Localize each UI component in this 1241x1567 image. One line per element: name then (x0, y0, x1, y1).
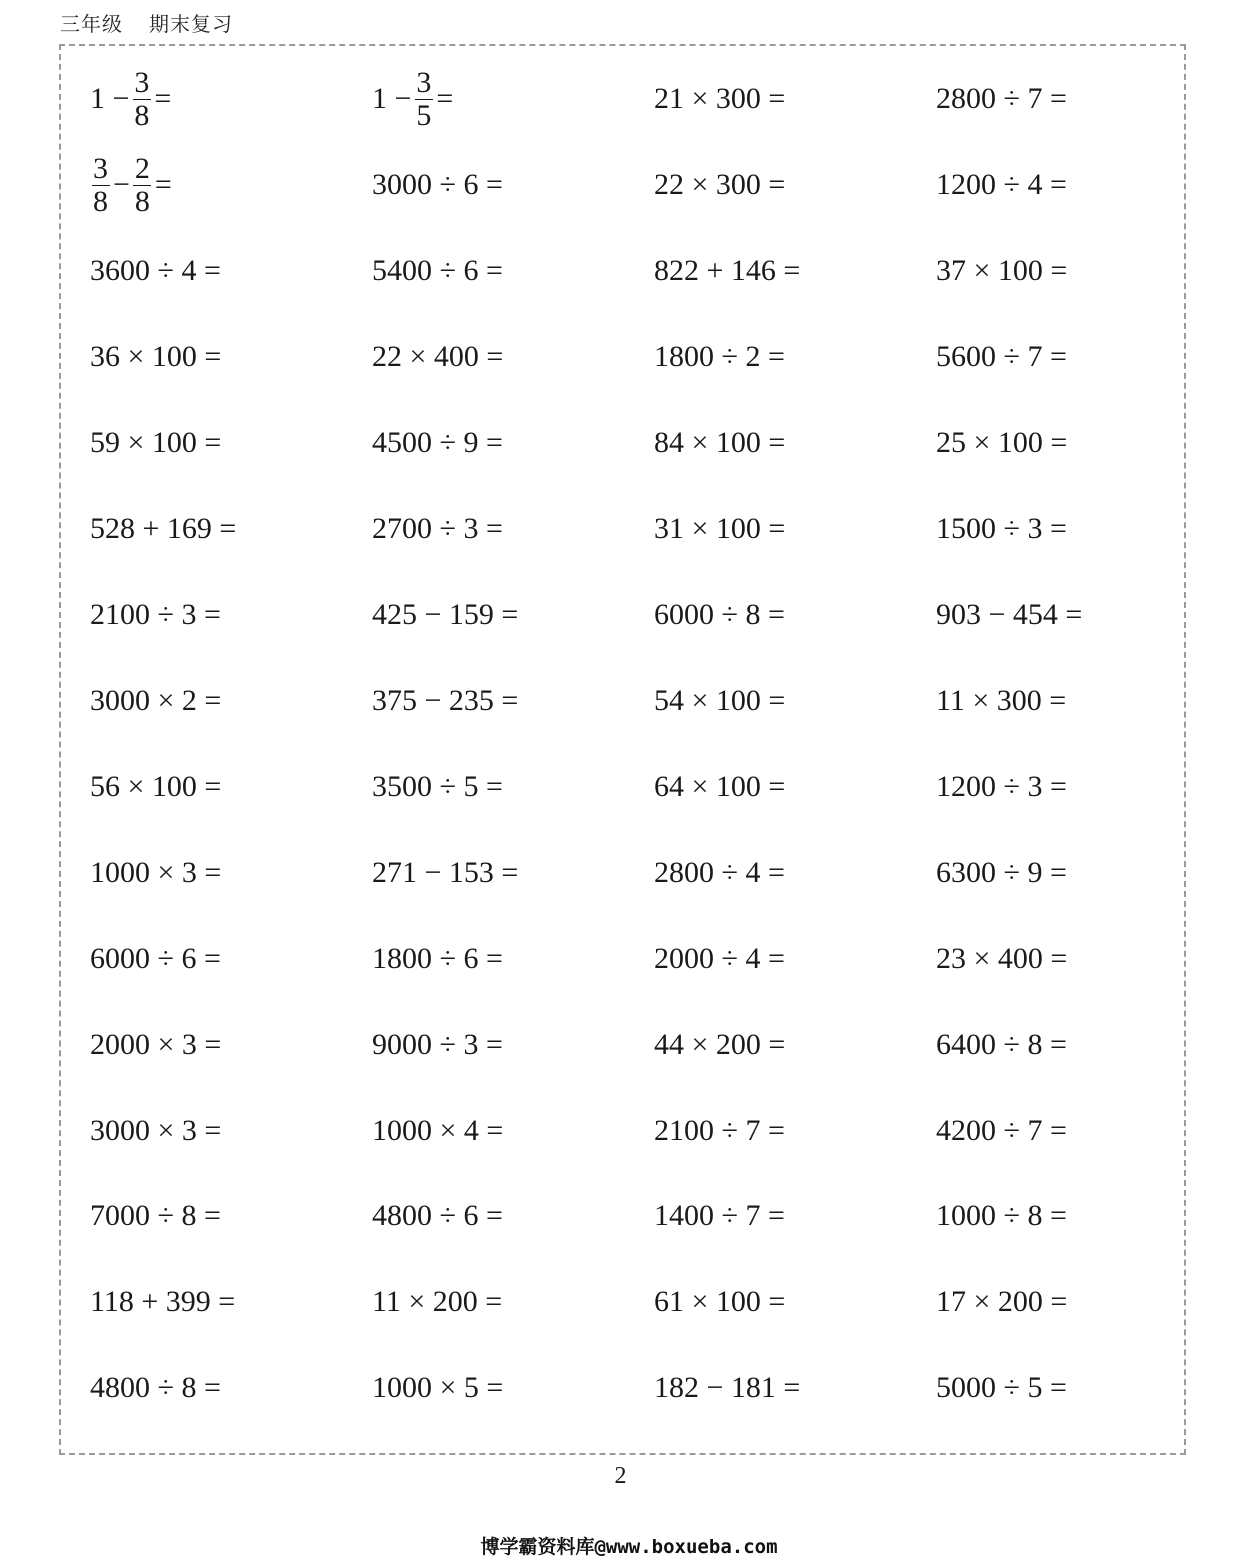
problem-text: 1800 ÷ 6 = (372, 942, 503, 975)
problem (372, 600, 518, 630)
problem: 3000 ÷ 6 = (372, 168, 503, 201)
header-title: 期末复习 (149, 12, 233, 36)
problem-text: 2800 ÷ 4 = (654, 856, 785, 889)
problem-text: 64 × 100 = (654, 770, 786, 803)
problem-text: 6300 ÷ 9 = (936, 856, 1067, 889)
problem (90, 1287, 235, 1317)
problem-text: 59 × 100 = (90, 426, 222, 459)
problem (90, 1116, 221, 1146)
problem (372, 514, 503, 544)
problem-text: 11 × 300 = (936, 684, 1067, 717)
problem-text: 61 × 100 = (654, 1285, 786, 1318)
problem-text: 6000 ÷ 8 = (654, 598, 785, 631)
problem-text: 2100 ÷ 3 = (90, 598, 221, 631)
problem-text: 5400 ÷ 6 = (372, 254, 503, 287)
problem (654, 858, 785, 888)
problem-text: 3000 × 3 = (90, 1114, 222, 1147)
fraction: $\frac{2}{8}$ (134, 151, 150, 218)
fraction: $\frac{3}{5}$ (416, 65, 432, 132)
problem-text: 1400 ÷ 7 = (654, 1199, 785, 1232)
problem (90, 342, 221, 372)
problem-text: 2700 ÷ 3 = (372, 512, 503, 545)
problem (372, 1201, 503, 1231)
problem-text: 425 − 159 = (372, 598, 519, 631)
problem (654, 1030, 785, 1060)
problem (372, 858, 518, 888)
problem (90, 858, 221, 888)
problem (90, 1373, 221, 1403)
problem (90, 686, 221, 716)
problem: 21 × 300 = (654, 82, 786, 115)
problem (372, 1373, 503, 1403)
problem-text: 6400 ÷ 8 = (936, 1028, 1067, 1061)
problem-text: 1000 × 5 = (372, 1371, 504, 1404)
problem (654, 1116, 785, 1146)
problem (372, 1287, 502, 1317)
problem-text: 3000 × 2 = (90, 684, 222, 717)
problem (90, 256, 221, 286)
problem (654, 944, 785, 974)
problem (936, 944, 1067, 974)
problem-text: 3500 ÷ 5 = (372, 770, 503, 803)
problem (372, 428, 503, 458)
problem (654, 256, 800, 286)
problem-text: 22 × 400 = (372, 340, 504, 373)
problem-text: 118 + 399 = (90, 1285, 236, 1318)
problem: 1 − $\frac{3}{5}$ = (372, 65, 454, 132)
problem (654, 1287, 785, 1317)
problem (372, 772, 503, 802)
problem (372, 256, 503, 286)
fraction: $\frac{3}{8}$ (93, 151, 108, 218)
problem-text: 9000 ÷ 3 = (372, 1028, 503, 1061)
problem-text: 4800 ÷ 8 = (90, 1371, 221, 1404)
problem-text: 2000 ÷ 4 = (654, 942, 785, 975)
problem (90, 1030, 221, 1060)
problem-text: 17 × 200 = (936, 1285, 1068, 1318)
problem-text: 4500 ÷ 9 = (372, 426, 503, 459)
problem-text: 2000 × 3 = (90, 1028, 222, 1061)
problem-text: 36 × 100 = (90, 340, 222, 373)
problem (90, 772, 221, 802)
problem-text: 903 − 454 = (936, 598, 1083, 631)
problem (654, 428, 785, 458)
problem-text: 23 × 400 = (936, 942, 1068, 975)
problem-text: 4800 ÷ 6 = (372, 1199, 503, 1232)
problem (936, 428, 1067, 458)
problem (654, 600, 785, 630)
problem (372, 342, 503, 372)
problem (654, 1201, 785, 1231)
problem (936, 1373, 1067, 1403)
problem-text: 182 − 181 = (654, 1371, 801, 1404)
problem (90, 514, 236, 544)
problem-text: 1000 × 4 = (372, 1114, 504, 1147)
problem-text: 5000 ÷ 5 = (936, 1371, 1067, 1404)
problem-text: 4200 ÷ 7 = (936, 1114, 1067, 1147)
problem-text: 54 × 100 = (654, 684, 786, 717)
problem-text: 1200 ÷ 3 = (936, 770, 1067, 803)
problem (372, 686, 518, 716)
problem (936, 772, 1067, 802)
problem (936, 858, 1067, 888)
problem-text: 528 + 169 = (90, 512, 237, 545)
problem: 2800 ÷ 7 = (936, 82, 1067, 115)
problem (936, 1287, 1067, 1317)
problem (654, 686, 785, 716)
problem-text: 1800 ÷ 2 = (654, 340, 785, 373)
problem (936, 600, 1082, 630)
problem (936, 1201, 1067, 1231)
problem: 22 × 300 = (654, 168, 786, 201)
problem: 1 − $\frac{3}{8}$ = (90, 65, 172, 132)
problem-text: 6000 ÷ 6 = (90, 942, 221, 975)
problem (90, 428, 221, 458)
fraction: $\frac{3}{8}$ (134, 65, 150, 132)
problem (654, 772, 785, 802)
problem (90, 600, 221, 630)
problem (654, 514, 785, 544)
problem (372, 1030, 503, 1060)
problem-text: 1000 × 3 = (90, 856, 222, 889)
problem-text: 7000 ÷ 8 = (90, 1199, 221, 1232)
problem (936, 1030, 1067, 1060)
problem (654, 342, 785, 372)
footer-watermark: 博学霸资料库@www.boxueba.com (480, 1536, 778, 1558)
problem (936, 514, 1067, 544)
problem (936, 256, 1067, 286)
problem-text: 56 × 100 = (90, 770, 222, 803)
problem-text: 37 × 100 = (936, 254, 1068, 287)
page-header (60, 8, 233, 37)
grade-label: 三年级 (60, 12, 123, 36)
problem-text: 271 − 153 = (372, 856, 519, 889)
problem-text: 2100 ÷ 7 = (654, 1114, 785, 1147)
problem-text: 375 − 235 = (372, 684, 519, 717)
problem-text: 822 + 146 = (654, 254, 801, 287)
problem (936, 342, 1067, 372)
problem-text: 25 × 100 = (936, 426, 1068, 459)
problem-text: 5600 ÷ 7 = (936, 340, 1067, 373)
problem (936, 1116, 1067, 1146)
problem (936, 686, 1066, 716)
problem (654, 1373, 800, 1403)
problem (90, 1201, 221, 1231)
problem-text: 84 × 100 = (654, 426, 786, 459)
page-number: 2 (614, 1463, 627, 1489)
problem: 1200 ÷ 4 = (936, 168, 1067, 201)
problem (372, 1116, 503, 1146)
problem-text: 44 × 200 = (654, 1028, 786, 1061)
problem: $\frac{3}{8}$ − $\frac{2}{8}$ = (93, 151, 172, 218)
problem-text: 3600 ÷ 4 = (90, 254, 221, 287)
problem (90, 944, 221, 974)
problem-text: 1500 ÷ 3 = (936, 512, 1067, 545)
problem-text: 11 × 200 = (372, 1285, 503, 1318)
problem (372, 944, 503, 974)
problem-text: 31 × 100 = (654, 512, 786, 545)
problem-text: 1000 ÷ 8 = (936, 1199, 1067, 1232)
